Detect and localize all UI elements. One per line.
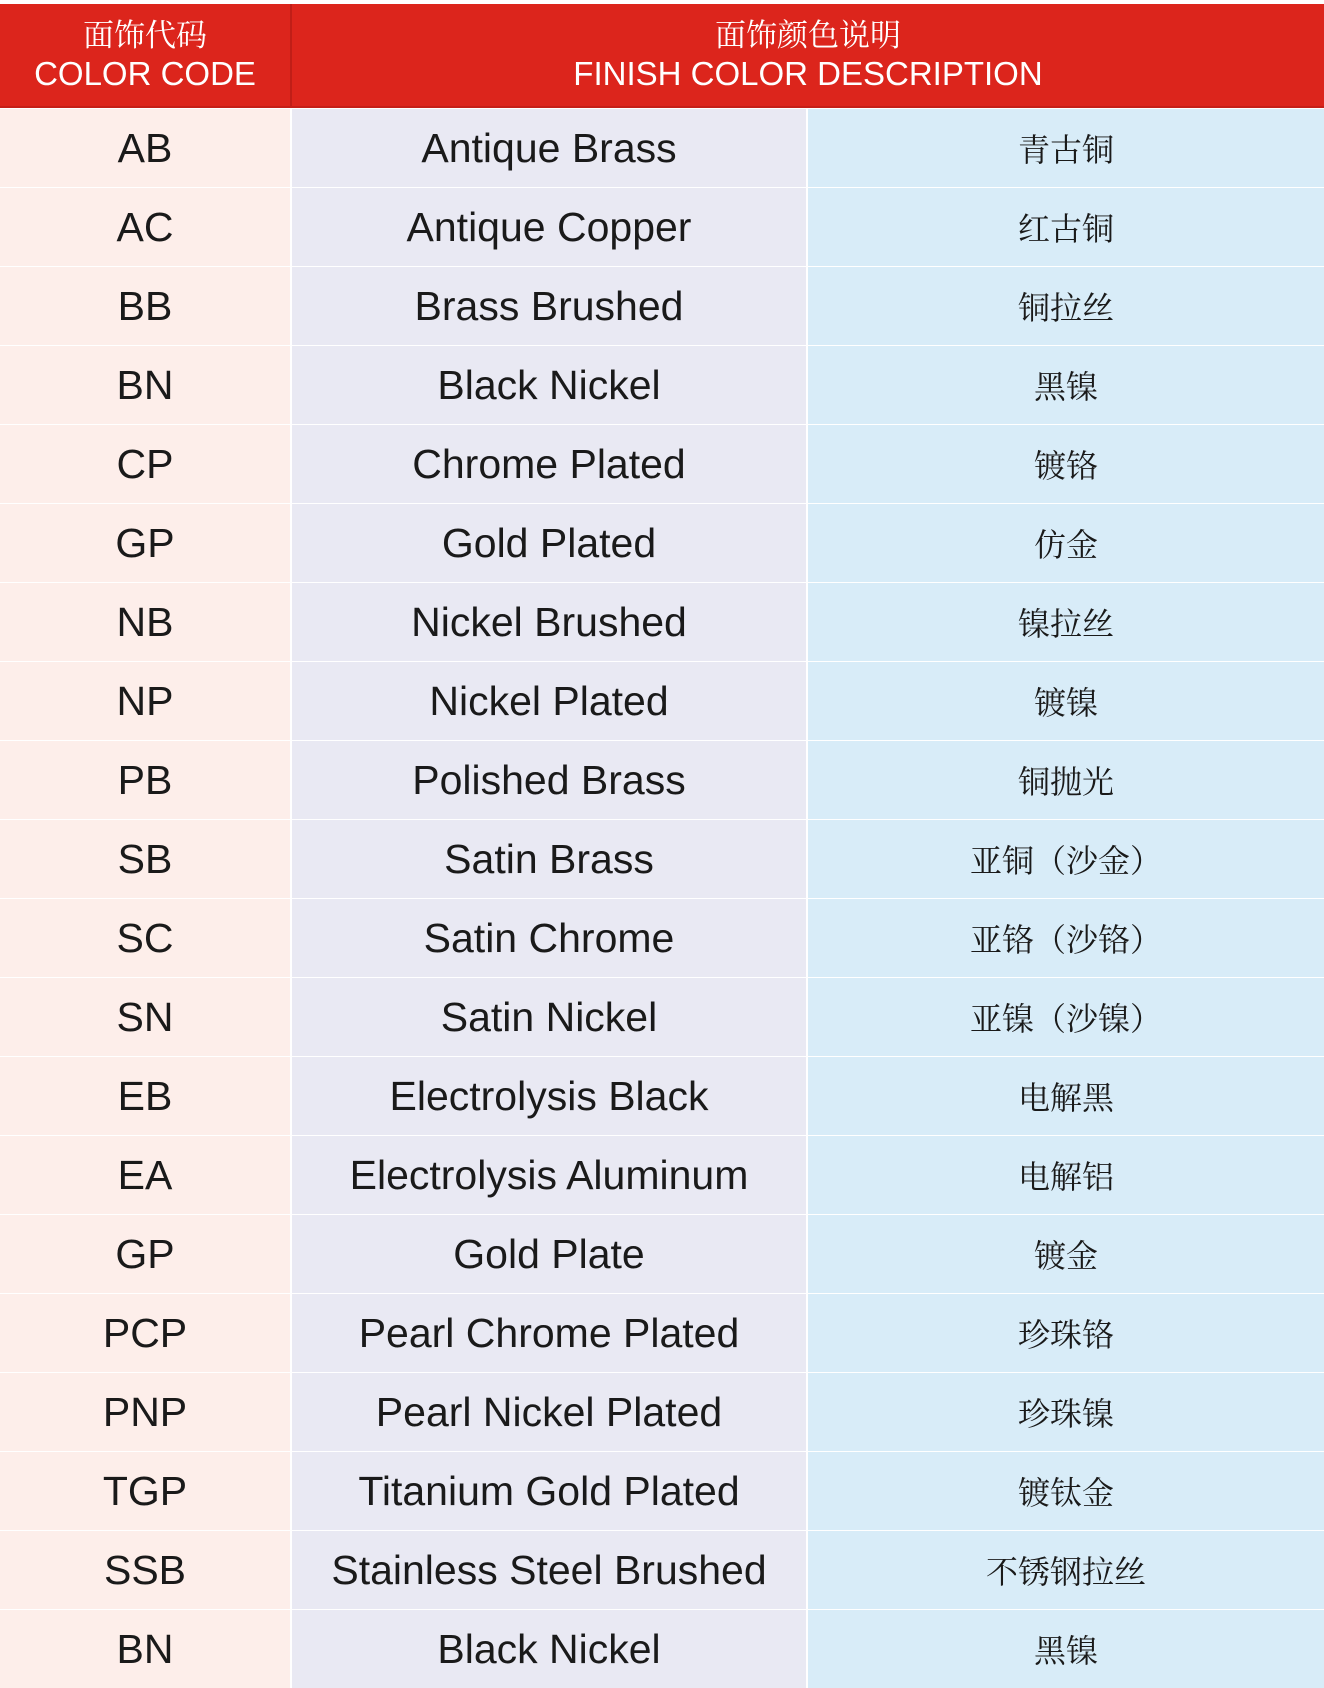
cell-description-cn: 铜抛光 [808,741,1324,819]
cell-description-cn: 亚铬（沙铬） [808,899,1324,977]
cell-description-cn: 电解黑 [808,1057,1324,1135]
header-color-code [0,4,292,106]
cell-description-en: Stainless Steel Brushed [292,1531,808,1609]
cell-description-cn: 青古铜 [808,109,1324,187]
cell-description-cn: 亚镍（沙镍） [808,978,1324,1056]
cell-description-cn: 不锈钢拉丝 [808,1531,1324,1609]
header-code-cn: 面饰代码 [83,18,207,54]
cell-description-en: Chrome Plated [292,425,808,503]
cell-description-cn: 黑镍 [808,346,1324,424]
cell-description-en: Satin Chrome [292,899,808,977]
cell-description-cn: 亚铜（沙金） [808,820,1324,898]
cell-description-en: Titanium Gold Plated [292,1452,808,1530]
cell-description-en: Black Nickel [292,346,808,424]
table-row [0,582,1324,661]
table-row [0,187,1324,266]
header-desc-en: FINISH COLOR DESCRIPTION [573,55,1043,92]
cell-color-code: SN [0,978,292,1056]
cell-color-code: AC [0,188,292,266]
table-body [0,108,1324,1688]
table-row [0,1451,1324,1530]
cell-description-en: Nickel Plated [292,662,808,740]
table-row [0,977,1324,1056]
table-row [0,1293,1324,1372]
cell-description-en: Antique Copper [292,188,808,266]
cell-color-code: PCP [0,1294,292,1372]
cell-description-en: Electrolysis Black [292,1057,808,1135]
table-row [0,503,1324,582]
cell-description-cn: 镍拉丝 [808,583,1324,661]
cell-color-code: BN [0,346,292,424]
table-row [0,1530,1324,1609]
cell-color-code: CP [0,425,292,503]
table-row [0,819,1324,898]
cell-color-code: SC [0,899,292,977]
cell-description-en: Electrolysis Aluminum [292,1136,808,1214]
cell-description-en: Black Nickel [292,1610,808,1688]
header-desc-cn: 面饰颜色说明 [715,18,901,54]
cell-description-en: Satin Brass [292,820,808,898]
table-row [0,1135,1324,1214]
table-row [0,1214,1324,1293]
cell-color-code: PNP [0,1373,292,1451]
table-row [0,424,1324,503]
table-row [0,266,1324,345]
table-row [0,345,1324,424]
cell-color-code: BN [0,1610,292,1688]
header-code-en: COLOR CODE [34,55,256,92]
cell-description-en: Antique Brass [292,109,808,187]
cell-color-code: GP [0,1215,292,1293]
cell-description-en: Satin Nickel [292,978,808,1056]
cell-color-code: NP [0,662,292,740]
cell-description-en: Pearl Nickel Plated [292,1373,808,1451]
cell-color-code: BB [0,267,292,345]
cell-color-code: EA [0,1136,292,1214]
cell-color-code: SB [0,820,292,898]
table-row [0,661,1324,740]
cell-color-code: PB [0,741,292,819]
cell-color-code: AB [0,109,292,187]
cell-color-code: NB [0,583,292,661]
cell-description-cn: 铜拉丝 [808,267,1324,345]
cell-description-en: Nickel Brushed [292,583,808,661]
header-finish-description [292,4,1324,106]
cell-description-cn: 镀铬 [808,425,1324,503]
cell-description-cn: 镀钛金 [808,1452,1324,1530]
cell-description-cn: 珍珠铬 [808,1294,1324,1372]
cell-description-en: Polished Brass [292,741,808,819]
cell-description-en: Brass Brushed [292,267,808,345]
table-row [0,898,1324,977]
table-row [0,740,1324,819]
cell-description-en: Gold Plate [292,1215,808,1293]
cell-description-cn: 镀镍 [808,662,1324,740]
cell-description-cn: 镀金 [808,1215,1324,1293]
cell-color-code: TGP [0,1452,292,1530]
cell-description-cn: 黑镍 [808,1610,1324,1688]
table-row [0,1372,1324,1451]
cell-color-code: EB [0,1057,292,1135]
cell-description-en: Gold Plated [292,504,808,582]
cell-color-code: SSB [0,1531,292,1609]
cell-description-cn: 仿金 [808,504,1324,582]
finish-color-table [0,4,1324,1688]
cell-description-cn: 电解铝 [808,1136,1324,1214]
cell-description-en: Pearl Chrome Plated [292,1294,808,1372]
table-row [0,108,1324,187]
cell-description-cn: 珍珠镍 [808,1373,1324,1451]
table-row [0,1056,1324,1135]
table-header [0,4,1324,108]
cell-description-cn: 红古铜 [808,188,1324,266]
table-row [0,1609,1324,1688]
cell-color-code: GP [0,504,292,582]
